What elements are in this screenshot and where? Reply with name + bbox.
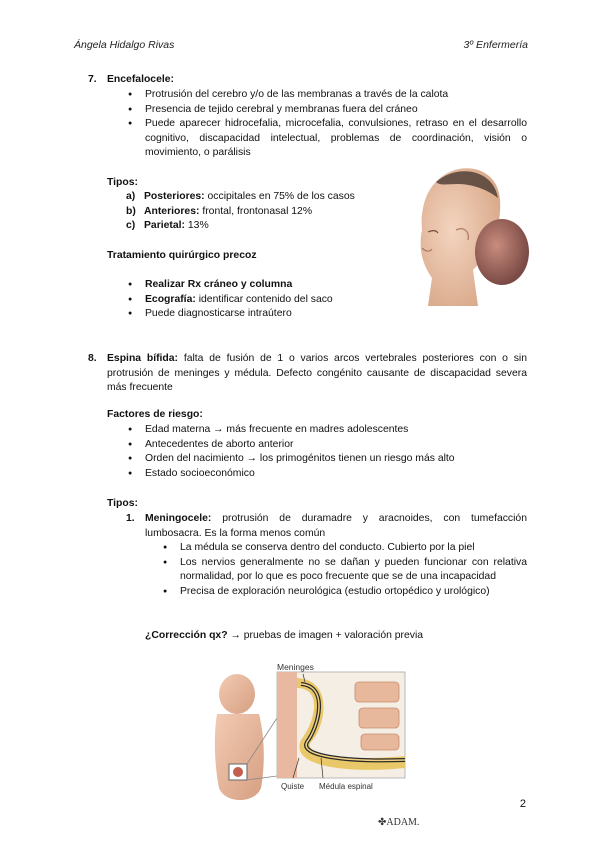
section-7-tipos-list (126, 190, 406, 234)
list-item: ● Precisa de exploración neurológica (estudio ortopédico y urológico) (180, 585, 527, 600)
list-item: ● Ecografía: identificar contenido del saco (145, 293, 415, 308)
list-item: ● La médula se conserva dentro del conducto. Cubierto por la piel (180, 541, 527, 556)
list-item: ● Los nervios generalmente no se dañan y pueden funcionar con relativa normalidad, por lo que es poco frecuente que se de una incapacidad (180, 556, 527, 585)
list-item: c) Parietal: 13% (126, 220, 209, 232)
section-7-number: 7. (88, 74, 97, 85)
list-item: ● Antecedentes de aborto anterior (145, 438, 527, 453)
list-item: ● Orden del nacimiento → los primogénitos tienen un riesgo más alto (145, 452, 527, 467)
page-number: 2 (519, 798, 526, 810)
section-8-intro: Espina bífida: falta de fusión de 1 o varios arcos vertebrales posteriores con o sin protrusión de meninges y médula. Defecto congénito causante de discapacidad severa más frecuente (107, 353, 528, 394)
list-item: ● Estado socioeconómico (145, 467, 527, 482)
list-item: ● Puede diagnosticarse intraútero (145, 307, 415, 322)
treatment-heading: Tratamiento quirúrgico precoz (107, 250, 257, 261)
list-item: ● Protrusión del cerebro y/o de las membranas a través de la calota (145, 88, 527, 103)
list-item: ● Puede aparecer hidrocefalia, microcefalia, convulsiones, retraso en el desarrollo cognitivo, discapacidad intelectual, problemas de coordinación, visión o movimiento, o parálisis (145, 117, 527, 161)
type-1-bullets (180, 541, 527, 599)
section-7-bullets (145, 88, 527, 161)
list-item: ● Presencia de tejido cerebral y membranas fuera del cráneo (145, 103, 527, 118)
list-item: ● Realizar Rx cráneo y columna (145, 278, 415, 293)
section-7-title: Encefalocele: (107, 74, 174, 85)
risk-factors-heading: Factores de riesgo: (107, 409, 203, 420)
list-item: ● Edad materna → más frecuente en madres adolescentes (145, 423, 527, 438)
encephalocele-baby-illustration (418, 160, 530, 306)
header-author: Ángela Hidalgo Rivas (74, 39, 175, 51)
type-1-description: Meningocele: protrusión de duramadre y aracnoides, con tumefacción lumbosacra. Es la forma menos común (145, 513, 527, 539)
type-1-number: 1. (126, 513, 135, 524)
meninges-label: Meninges (277, 662, 314, 672)
correction-line: ¿Corrección qx? → pruebas de imagen + valoración previa (145, 630, 424, 641)
risk-factors-list (145, 423, 527, 481)
section-7-tipos-label: Tipos: (107, 177, 138, 188)
list-item: a) Posteriores: occipitales en 75% de los casos (126, 191, 355, 202)
section-8-number: 8. (88, 353, 97, 364)
list-item: b) Anteriores: frontal, frontonasal 12% (126, 205, 313, 217)
treatment-bullets (145, 278, 415, 322)
header-course: 3º Enfermería (463, 39, 528, 51)
medula-label: Médula espinal (319, 782, 373, 791)
section-8-tipos-label: Tipos: (107, 498, 138, 509)
quiste-label: Quiste (281, 782, 305, 791)
adam-credit: ✤ADAM. (378, 817, 420, 828)
